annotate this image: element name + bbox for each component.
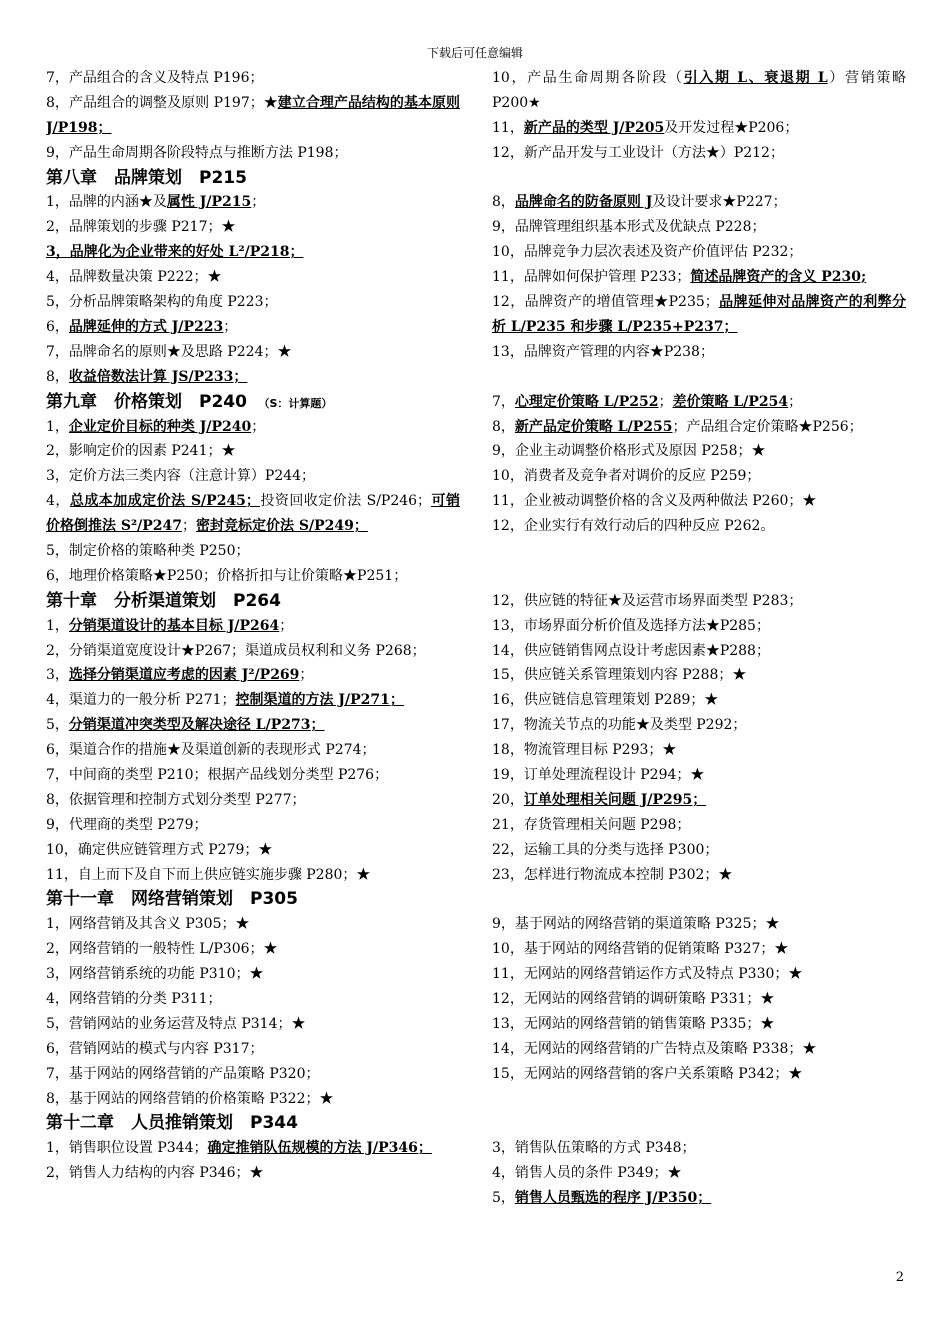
item-text: 11，无网站的网络营销运作方式及特点 P330；★: [492, 966, 803, 983]
item-text: 投资回收定价法 S/P246；: [259, 493, 432, 510]
item-text: 6，: [46, 318, 69, 335]
outline-item: [46, 1087, 460, 1112]
outline-item: [492, 688, 906, 713]
outline-item: [492, 863, 906, 888]
item-text: ；: [788, 393, 803, 410]
item-text: 10，产品生命周期各阶段（: [492, 70, 684, 86]
item-text: 4，品牌数量决策 P222；★: [46, 269, 222, 286]
outline-item: [46, 937, 460, 962]
item-text: 11，自上而下及自下而上供应链实施步骤 P280；★: [46, 866, 371, 883]
left-column: [46, 66, 460, 1186]
item-text: 15，供应链关系管理策划内容 P288；★: [492, 667, 747, 684]
item-text: 8，: [46, 368, 69, 385]
item-text: 4，渠道力的一般分析 P271；: [46, 692, 236, 709]
outline-item: [46, 539, 460, 564]
outline-item: [492, 987, 906, 1012]
item-text: 10，品牌竞争力层次表述及资产价值评估 P232；: [492, 244, 803, 261]
chapter-heading: [46, 390, 460, 415]
item-text: 9，企业主动调整价格形式及原因 P258；★: [492, 443, 766, 460]
item-text: 15，无网站的网络营销的客户关系策略 P342；★: [492, 1065, 803, 1082]
key-point-text: 建立合理产品结构的基本原则 J/P198；: [46, 94, 460, 136]
item-text: 4，销售人员的条件 P349；★: [492, 1165, 682, 1182]
item-text: 13，品牌资产管理的内容★P238；: [492, 343, 714, 360]
key-point-text: 销售人员甄选的程序 J/P350；: [514, 1190, 712, 1207]
item-text: 5，: [46, 717, 69, 734]
item-text: 8，依据管理和控制方式划分类型 P277；: [46, 791, 306, 808]
key-point-text: 分销渠道设计的基本目标 J/P264: [68, 617, 280, 634]
item-text: 第十章 分析渠道策划 P264: [46, 590, 281, 611]
chapter-heading: [46, 589, 460, 614]
outline-item: [46, 439, 460, 464]
outline-item: [46, 663, 460, 688]
item-text: 7，: [492, 393, 515, 410]
item-text: 9，品牌管理组织基本形式及优缺点 P228；: [492, 219, 766, 236]
outline-item: [46, 464, 460, 489]
outline-item: [46, 190, 460, 215]
outline-item: [46, 215, 460, 240]
outline-item: [492, 663, 906, 688]
key-point-text: 企业定价目标的种类 J/P240: [68, 418, 252, 435]
page-number: 2: [895, 1270, 904, 1285]
item-text: 8，: [492, 194, 515, 211]
item-text: 7，基于网站的网络营销的产品策略 P320；: [46, 1065, 320, 1082]
item-text: 3，定价方法三类内容（注意计算）P244；: [46, 468, 316, 485]
item-text: 2，品牌策划的步骤 P217；★: [46, 219, 236, 236]
outline-item: [46, 688, 460, 713]
key-point-text: 分销渠道冲突类型及解决途径 L/P273；: [68, 717, 325, 734]
item-text: 6，营销网站的模式与内容 P317；: [46, 1040, 264, 1057]
outline-item: [492, 340, 906, 365]
item-text: 20，: [492, 791, 524, 808]
item-text: 5，: [492, 1190, 515, 1207]
item-text: （S：计算题）: [263, 396, 333, 410]
outline-item: [492, 489, 906, 514]
item-text: 7，产品组合的含义及特点 P196；: [46, 70, 264, 86]
outline-item: [492, 639, 906, 664]
key-point-text: 品牌延伸对品牌资产的利弊分析 L/P235 和步骤 L/P235+P237；: [492, 294, 906, 335]
key-point-text: 心理定价策略 L/P252: [514, 393, 659, 410]
outline-item: [492, 838, 906, 863]
outline-item: [492, 763, 906, 788]
outline-item: [492, 66, 906, 116]
key-point-text: 密封竞标定价法 S/P249；: [195, 518, 368, 535]
item-text: ；: [223, 318, 238, 335]
item-text: 第十二章 人员推销策划 P344: [46, 1113, 298, 1134]
key-point-text: 选择分销渠道应考虑的因素 J²/P269: [68, 667, 300, 684]
outline-item: [492, 116, 906, 141]
outline-item: [492, 962, 906, 987]
item-text: 第九章 价格策划 P240: [46, 391, 264, 412]
item-text: 1，销售职位设置 P344；: [46, 1140, 208, 1157]
item-text: 16，供应链信息管理策划 P289；★: [492, 692, 719, 709]
item-text: 13，市场界面分析价值及选择方法★P285；: [492, 617, 770, 634]
outline-item: [46, 415, 460, 440]
key-point-text: 确定推销队伍规模的方法 J/P346；: [207, 1140, 432, 1157]
outline-item: [46, 1136, 460, 1161]
outline-item: [492, 415, 906, 440]
item-text: ；产品组合定价策略★P256；: [672, 418, 863, 435]
item-text: 6，渠道合作的措施★及渠道创新的表现形式 P274；: [46, 742, 376, 759]
outline-item: [46, 564, 460, 589]
item-text: 12，供应链的特征★及运营市场界面类型 P283；: [492, 592, 803, 609]
outline-item: [492, 1062, 906, 1087]
item-text: 9，基于网站的网络营销的渠道策略 P325；★: [492, 916, 780, 933]
item-text: 1，: [46, 418, 69, 435]
item-text: 23，怎样进行物流成本控制 P302；★: [492, 866, 733, 883]
key-point-text: 收益倍数法计算 JS/P233；: [68, 368, 248, 385]
outline-item: [46, 1037, 460, 1062]
item-text: 及开发过程★P206；: [664, 119, 799, 136]
item-text: 12，品牌资产的增值管理★P235；: [492, 294, 719, 311]
item-text: ；: [299, 667, 314, 684]
item-text: 4，: [46, 493, 70, 510]
page-header: 下载后可任意编辑: [426, 46, 523, 60]
key-point-text: 引入期 L、衰退期 L: [683, 70, 828, 86]
outline-item: [46, 489, 460, 539]
item-text: 5，制定价格的策略种类 P250；: [46, 542, 250, 559]
item-text: 第十一章 网络营销策划 P305: [46, 889, 298, 910]
item-text: 11，品牌如何保护管理 P233；: [492, 269, 691, 286]
item-text: 9，代理商的类型 P279；: [46, 816, 208, 833]
outline-item: [46, 863, 460, 888]
item-text: 2，网络营销的一般特性 L/P306；★: [46, 941, 278, 958]
item-text: 7，中间商的类型 P210；根据产品线划分类型 P276；: [46, 767, 389, 784]
item-text: 10，基于网站的网络营销的促销策略 P327；★: [492, 941, 789, 958]
item-text: 2，影响定价的因素 P241；★: [46, 443, 236, 460]
key-point-text: 3，品牌化为企业带来的好处 L²/P218；: [46, 244, 304, 261]
item-text: 7，品牌命名的原则★及思路 P224；★: [46, 343, 292, 360]
outline-item: [492, 215, 906, 240]
item-text: 2，销售人力结构的内容 P346；★: [46, 1165, 264, 1182]
blank-line: [492, 539, 906, 564]
item-text: ；: [251, 418, 266, 435]
outline-item: [46, 290, 460, 315]
item-text: 13，无网站的网络营销的销售策略 P335；★: [492, 1015, 775, 1032]
outline-item: [46, 813, 460, 838]
item-text: 第八章 品牌策划 P215: [46, 167, 247, 188]
outline-item: [46, 340, 460, 365]
outline-item: [492, 788, 906, 813]
chapter-heading: [46, 887, 460, 912]
item-text: 12，无网站的网络营销的调研策略 P331；★: [492, 991, 775, 1008]
outline-item: [492, 290, 906, 340]
outline-item: [46, 962, 460, 987]
item-text: 22，运输工具的分类与选择 P300；: [492, 841, 719, 858]
outline-item: [46, 713, 460, 738]
item-text: 4，网络营销的分类 P311；: [46, 991, 222, 1008]
outline-item: [46, 738, 460, 763]
item-text: 1，: [46, 617, 69, 634]
outline-item: [492, 813, 906, 838]
item-text: 14，无网站的网络营销的广告特点及策略 P338；★: [492, 1040, 817, 1057]
outline-item: [46, 265, 460, 290]
outline-item: [46, 912, 460, 937]
item-text: 5，营销网站的业务运营及特点 P314；★: [46, 1015, 306, 1032]
outline-item: [46, 91, 460, 141]
outline-item: [46, 1062, 460, 1087]
item-text: ；: [279, 617, 294, 634]
outline-item: [492, 937, 906, 962]
item-text: 19，订单处理流程设计 P294；★: [492, 767, 705, 784]
item-text: 5，分析品牌策略架构的角度 P223；: [46, 294, 278, 311]
item-text: 3，销售队伍策略的方式 P348；: [492, 1140, 696, 1157]
outline-item: [46, 1161, 460, 1186]
item-text: 8，: [492, 418, 515, 435]
key-point-text: 属性 J/P215: [166, 194, 252, 211]
outline-item: [492, 589, 906, 614]
item-text: 6，地理价格策略★P250；价格折扣与让价策略★P251；: [46, 567, 408, 584]
outline-item: [492, 1037, 906, 1062]
item-text: 10，确定供应链管理方式 P279；★: [46, 841, 273, 858]
outline-item: [492, 1012, 906, 1037]
blank-line: [492, 166, 906, 191]
outline-item: [492, 1186, 906, 1211]
blank-line: [492, 1087, 906, 1112]
outline-item: [46, 614, 460, 639]
outline-item: [46, 240, 460, 265]
item-text: 1，网络营销及其含义 P305；★: [46, 916, 250, 933]
outline-item: [492, 738, 906, 763]
item-text: 3，: [46, 667, 69, 684]
item-text: 12，企业实行有效行动后的四种反应 P262。: [492, 518, 775, 535]
outline-item: [46, 763, 460, 788]
item-text: 14，供应链销售网点设计考虑因素★P288；: [492, 642, 770, 659]
item-text: 1，品牌的内涵★及: [46, 194, 167, 211]
key-point-text: 品牌命名的防备原则 J: [514, 194, 653, 211]
outline-item: [46, 788, 460, 813]
outline-item: [492, 713, 906, 738]
item-text: ；: [181, 518, 196, 535]
key-point-text: 差价策略 L/P254: [672, 393, 789, 410]
key-point-text: 控制渠道的方法 J/P271；: [235, 692, 404, 709]
outline-item: [46, 66, 460, 91]
item-text: 17，物流关节点的功能★及类型 P292；: [492, 717, 747, 734]
outline-item: [492, 439, 906, 464]
item-text: 8，基于网站的网络营销的价格策略 P322；★: [46, 1090, 334, 1107]
item-text: 11，企业被动调整价格的含义及两种做法 P260；★: [492, 493, 817, 510]
outline-item: [46, 987, 460, 1012]
outline-item: [492, 514, 906, 539]
blank-line: [492, 365, 906, 390]
blank-line: [492, 1112, 906, 1137]
item-text: 3，网络营销系统的功能 P310；★: [46, 966, 264, 983]
key-point-text: 新产品定价策略 L/P255: [514, 418, 673, 435]
item-text: 21，存货管理相关问题 P298；: [492, 816, 691, 833]
chapter-heading: [46, 1111, 460, 1136]
outline-item: [492, 190, 906, 215]
item-text: 10，消费者及竞争者对调价的反应 P259；: [492, 468, 761, 485]
item-text: 18，物流管理目标 P293；★: [492, 742, 677, 759]
blank-line: [492, 887, 906, 912]
outline-item: [492, 1161, 906, 1186]
outline-item: [492, 390, 906, 415]
outline-item: [46, 1012, 460, 1037]
item-text: 9，产品生命周期各阶段特点与推断方法 P198；: [46, 144, 348, 161]
key-point-text: 品牌延伸的方式 J/P223: [68, 318, 224, 335]
outline-item: [492, 1136, 906, 1161]
outline-item: [492, 265, 906, 290]
key-point-text: 总成本加成定价法 S/P245；: [69, 493, 260, 510]
outline-item: [46, 141, 460, 166]
item-text: ；: [251, 194, 266, 211]
key-point-text: 新产品的类型 J/P205: [523, 119, 665, 136]
outline-item: [492, 240, 906, 265]
outline-item: [492, 141, 906, 166]
blank-line: [492, 564, 906, 589]
key-point-text: 简述品牌资产的含义 P230;: [690, 269, 867, 286]
item-text: ）营销策略 P200★: [492, 70, 906, 111]
item-text: 8，产品组合的调整及原则 P197；★: [46, 94, 278, 111]
item-text: 及设计要求★P227；: [652, 194, 787, 211]
item-text: 12，新产品开发与工业设计（方法★）P212；: [492, 144, 784, 161]
outline-item: [46, 365, 460, 390]
outline-item: [46, 838, 460, 863]
outline-item: [492, 614, 906, 639]
key-point-text: 订单处理相关问题 J/P295；: [523, 791, 707, 808]
outline-item: [46, 315, 460, 340]
item-text: 2，分销渠道宽度设计★P267；渠道成员权利和义务 P268；: [46, 642, 426, 659]
item-text: 11，: [492, 119, 524, 136]
outline-item: [492, 912, 906, 937]
outline-item: [492, 464, 906, 489]
outline-item: [46, 639, 460, 664]
key-point-text: 可销价格倒推法 S²/P247: [46, 493, 460, 535]
right-column: [492, 66, 906, 1211]
chapter-heading: [46, 166, 460, 191]
item-text: ；: [658, 393, 673, 410]
